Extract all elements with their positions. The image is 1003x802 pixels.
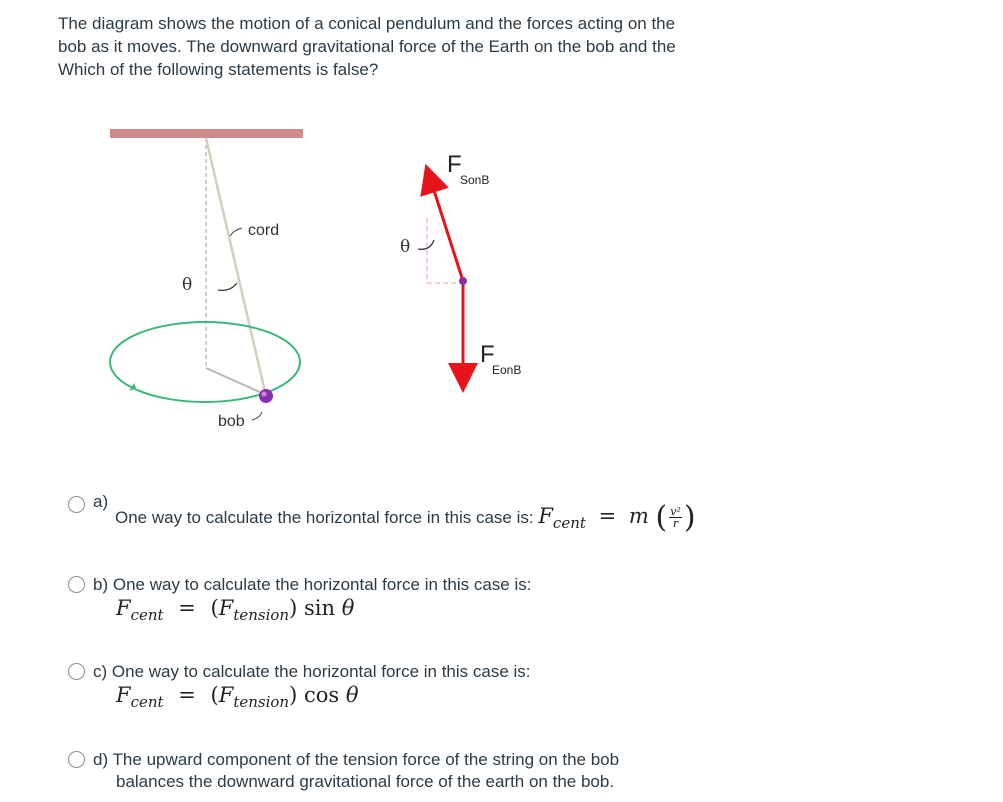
answer-b-text: One way to calculate the horizontal force in this case is: — [112, 575, 532, 594]
conical-pendulum-diagram — [90, 100, 560, 440]
formula-b-eq: = — [178, 596, 196, 620]
tension-force-label — [447, 151, 489, 187]
formula-b-f: F — [116, 596, 131, 620]
formula-a-rparen: ) — [683, 500, 696, 535]
question-line-2: bob as it moves. The downward gravitational force of the Earth on the bob and the — [58, 37, 676, 56]
formula-b-fn: sin — [303, 596, 335, 620]
formula-c-f2: F — [218, 683, 234, 707]
formula-a-den: r — [672, 517, 679, 530]
answer-c-letter: c) — [93, 662, 108, 681]
answer-a-text: One way to calculate the horizontal force in this case is: — [115, 508, 534, 527]
formula-c-f: F — [116, 683, 131, 707]
formula-c-eq: = — [178, 683, 196, 707]
formula-a-eq: = — [598, 504, 617, 528]
formula-c-sub2: tension — [233, 693, 290, 711]
formula-c-theta: θ — [345, 683, 359, 707]
cord-label-leader — [230, 228, 242, 236]
tension-force-letter: F — [447, 151, 462, 178]
answer-option-c[interactable] — [68, 662, 768, 717]
answer-option-b[interactable] — [68, 575, 768, 630]
formula-b-sub: cent — [130, 606, 164, 624]
formula-c-rparen: ) — [289, 683, 298, 707]
formula-c-fn: cos — [303, 683, 340, 707]
formula-b-theta: θ — [341, 596, 355, 620]
answer-b-formula — [116, 596, 354, 624]
answer-d-line-1 — [93, 750, 619, 770]
answer-a-formula — [538, 500, 696, 535]
formula-c-sub: cent — [130, 693, 164, 711]
theta-angle-arc-right — [418, 240, 434, 249]
answer-a-letter: a) — [93, 492, 109, 511]
formula-a-fraction — [669, 506, 682, 529]
answer-a-line — [115, 500, 696, 535]
formula-a-sub: cent — [552, 514, 586, 532]
formula-b-rparen: ) — [289, 596, 298, 620]
answer-option-d[interactable] — [68, 750, 768, 798]
radio-a[interactable] — [68, 496, 85, 513]
formula-b-lparen: ( — [210, 596, 219, 620]
answer-c-line-1 — [93, 662, 531, 682]
pendulum-cord — [206, 138, 266, 396]
answer-d-text-1: The upward component of the tension force of the string on the bob — [112, 750, 620, 769]
bob-label-leader — [252, 412, 262, 420]
answer-c-formula — [116, 683, 359, 711]
formula-c-lparen: ( — [210, 683, 219, 707]
question-line-1: The diagram shows the motion of a conical pendulum and the forces acting on the — [58, 14, 676, 33]
answer-option-a[interactable] — [57, 492, 817, 535]
answer-c-text: One way to calculate the horizontal force in this case is: — [111, 662, 531, 681]
answer-d-text-2: balances the downward gravitational force of the earth on the bob. — [116, 772, 615, 791]
radius-line — [206, 368, 264, 394]
ceiling-bar — [110, 129, 303, 138]
answer-b-letter: b) — [93, 575, 109, 594]
tension-force-subscript: SonB — [460, 173, 490, 187]
gravity-force-label — [480, 341, 521, 377]
answer-d-letter: d) — [93, 750, 109, 769]
radio-b[interactable] — [68, 576, 85, 593]
bob-label: bob — [218, 413, 245, 430]
answer-b-line-1 — [93, 575, 531, 595]
bob-highlight — [262, 392, 267, 397]
question-line-3: Which of the following statements is false? — [58, 60, 379, 79]
radio-c[interactable] — [68, 663, 85, 680]
circular-orbit — [110, 322, 300, 402]
formula-a-num: v² — [670, 505, 681, 518]
formula-b-sub2: tension — [233, 606, 290, 624]
question-text — [58, 12, 958, 81]
theta-symbol-left: θ — [182, 275, 193, 295]
gravity-force-letter: F — [480, 341, 495, 368]
theta-angle-arc-left — [218, 283, 237, 290]
fbd-bob-point — [459, 277, 467, 285]
formula-b-f2: F — [218, 596, 234, 620]
bob-marker — [259, 389, 273, 403]
theta-symbol-right: θ — [400, 237, 411, 257]
formula-a-f: F — [538, 504, 553, 528]
tension-force-arrow — [430, 178, 463, 281]
radio-d[interactable] — [68, 751, 85, 768]
cord-label: cord — [248, 222, 280, 239]
formula-a-m: m — [628, 504, 649, 528]
answer-d-line-2 — [116, 772, 614, 792]
formula-a-lparen: ( — [655, 500, 668, 535]
gravity-force-subscript: EonB — [492, 363, 522, 377]
